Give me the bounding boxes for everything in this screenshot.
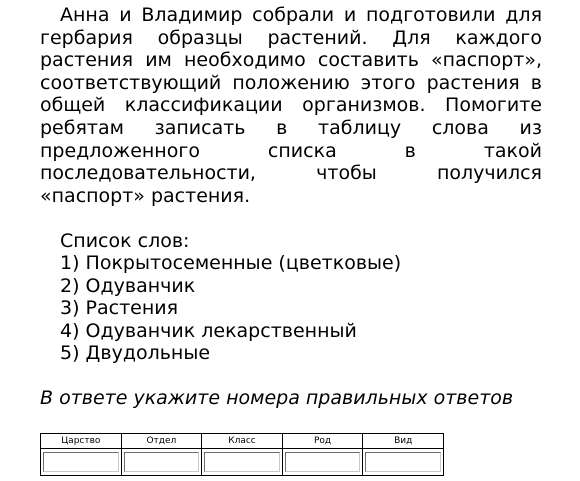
answer-input-species[interactable]	[365, 452, 441, 472]
answer-instruction: В ответе укажите номера правильных ответов	[40, 387, 514, 409]
task-description: Анна и Владимир собрали и подготовили для гербария образцы растений. Для каждого растения им необходимо составить «паспорт», соответствующий положению этого растения в общей классификации организмов. Помогите ребятам записать в таблицу слова из предложенного списка в такой последовательности, чтобы получился «паспорт» растения.	[40, 4, 542, 207]
answer-table-input-row	[41, 449, 444, 476]
answer-cell-class-wrap	[202, 449, 283, 476]
answer-cell-genus-wrap	[282, 449, 363, 476]
answer-input-kingdom[interactable]	[43, 452, 119, 472]
word-list-item: 2) Одуванчик	[60, 274, 196, 297]
word-list-item: 1) Покрытосеменные (цветковые)	[60, 252, 402, 275]
answer-cell-division-wrap	[121, 449, 202, 476]
word-list	[60, 230, 401, 364]
word-list-item: 5) Двудольные	[60, 342, 211, 365]
answer-input-genus[interactable]	[285, 452, 361, 472]
word-list-heading: Список слов:	[60, 230, 190, 252]
header-kingdom: Царство	[41, 434, 122, 449]
header-genus: Род	[282, 434, 363, 449]
header-class: Класс	[202, 434, 283, 449]
answer-table	[40, 433, 444, 476]
answer-input-division[interactable]	[124, 452, 200, 472]
word-list-item: 4) Одуванчик лекарственный	[60, 319, 357, 342]
answer-table-header-row	[41, 434, 444, 449]
answer-cell-species-wrap	[363, 449, 444, 476]
answer-input-class[interactable]	[204, 452, 280, 472]
header-division: Отдел	[121, 434, 202, 449]
word-list-item: 3) Растения	[60, 297, 179, 320]
answer-cell-kingdom-wrap	[41, 449, 122, 476]
header-species: Вид	[363, 434, 444, 449]
